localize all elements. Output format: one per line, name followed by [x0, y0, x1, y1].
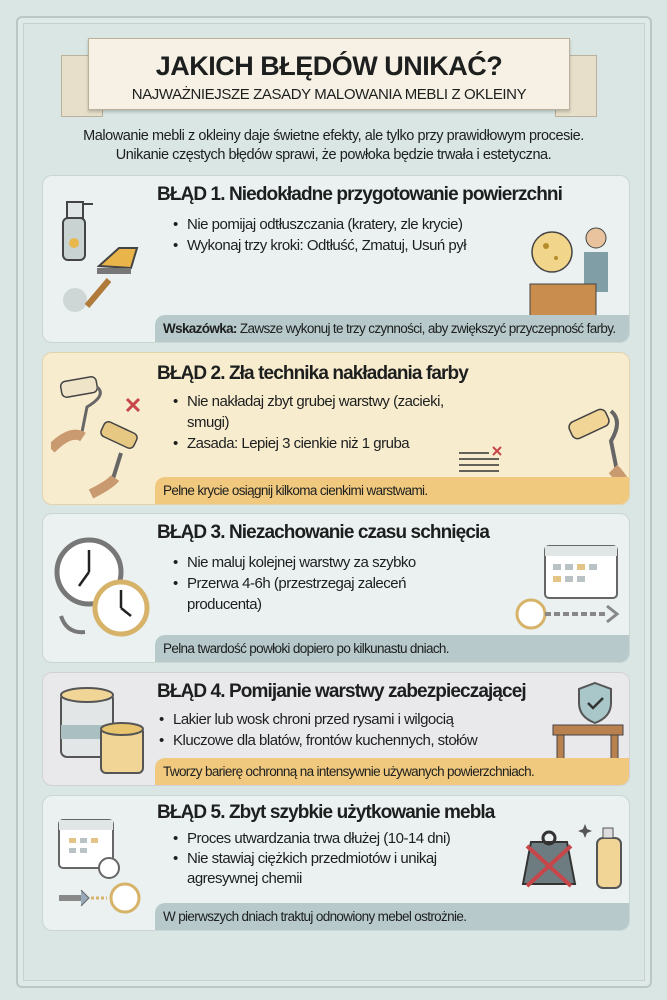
bullet-item: • Nie pomijaj odtłuszczania (kratery, zle krycie) — [173, 214, 466, 235]
bullet-item: • Nie stawiaj ciężkich przedmiotów i unikaj agresywnej chemii — [173, 849, 463, 889]
mistake-card-5 — [42, 795, 630, 931]
tip-label: Wskazówka: — [163, 321, 237, 336]
intro-text — [30, 127, 637, 165]
tip-bar — [155, 477, 629, 504]
page-title: JAKICH BŁĘDÓW UNIKAĆ? — [155, 51, 503, 81]
title-banner — [88, 38, 570, 110]
tip-text: Tworzy barierę ochronną na intensywnie używanych powierzchniach. — [163, 764, 535, 779]
bullet-item: • Nie maluj kolejnej warstwy za szybko — [173, 552, 473, 573]
mistake-card-3 — [42, 513, 630, 663]
bullet-list — [173, 552, 473, 615]
calendar-timer-icon — [513, 542, 625, 632]
tip-text: Pelna twardość powłoki dopiero po kilkunastu dniach. — [163, 641, 449, 656]
bullet-item: • Proces utwardzania trwa dłużej (10-14 dni) — [173, 829, 463, 849]
protected-table-icon — [549, 679, 627, 763]
calendar-clock-icon — [55, 812, 155, 916]
bullet-item: • Kluczowe dla blatów, frontów kuchennych, stołów — [159, 730, 477, 751]
page-subtitle: NAJWAŻNIEJSZE ZASADY MALOWANIA MEBLI Z OKLEINY — [131, 86, 527, 103]
tip-bar — [155, 315, 629, 342]
mistake-card-2 — [42, 352, 630, 505]
paint-cans-icon — [51, 683, 151, 779]
bullet-item: • Wykonaj trzy kroki: Odtłuść, Zmatuj, Usuń pył — [173, 235, 466, 256]
tip-bar — [155, 635, 629, 662]
clocks-icon — [53, 536, 153, 646]
bullet-list — [173, 829, 463, 889]
mistake-title: BŁĄD 4. Pomijanie warstwy zabezpieczającej — [157, 681, 526, 702]
tip-text: Zawsze wykonuj te trzy czynności, aby zwiększyć przyczepność farby. — [239, 321, 616, 336]
thin-layers-icon — [457, 445, 507, 475]
intro-line-1: Malowanie mebli z okleiny daje świetne efekty, ale tylko przy prawidłowym procesie. — [83, 128, 584, 144]
bullet-item: • Nie nakładaj zbyt grubej warstwy (zacieki, smugi) — [173, 391, 453, 433]
tip-bar — [155, 758, 629, 785]
tip-text: W pierwszych dniach traktuj odnowiony mebel ostrożnie. — [163, 909, 467, 924]
bullet-list — [173, 391, 453, 454]
mistake-title: BŁĄD 5. Zbyt szybkie użytkowanie mebla — [157, 802, 495, 823]
intro-line-2: Unikanie częstych błędów sprawi, że powłoka będzie trwała i estetyczna. — [115, 147, 552, 163]
mistake-card-4 — [42, 672, 630, 786]
bullet-item: • Przerwa 4-6h (przestrzegaj zaleceń producenta) — [173, 573, 473, 615]
cleaning-tools-icon — [57, 188, 147, 318]
mistake-title: BŁĄD 2. Zła technika nakładania farby — [157, 363, 468, 384]
bullet-item: • Zasada: Lepiej 3 cienkie niż 1 gruba — [173, 433, 453, 454]
bullet-list — [159, 709, 477, 751]
bullet-item: • Lakier lub wosk chroni przed rysami i wilgocią — [159, 709, 477, 730]
bullet-list — [173, 214, 466, 256]
mistake-card-1 — [42, 175, 630, 343]
paint-rollers-icon — [51, 369, 161, 499]
no-heavy-objects-chemicals-icon — [513, 816, 627, 896]
mistake-title: BŁĄD 3. Niezachowanie czasu schnięcia — [157, 522, 490, 543]
tip-text: Pelne krycie osiągnij kilkoma cienkimi warstwami. — [163, 483, 428, 498]
tip-bar — [155, 903, 629, 930]
mistake-title: BŁĄD 1. Niedokładne przygotowanie powierzchni — [157, 184, 562, 205]
person-sanding-icon — [528, 224, 628, 316]
